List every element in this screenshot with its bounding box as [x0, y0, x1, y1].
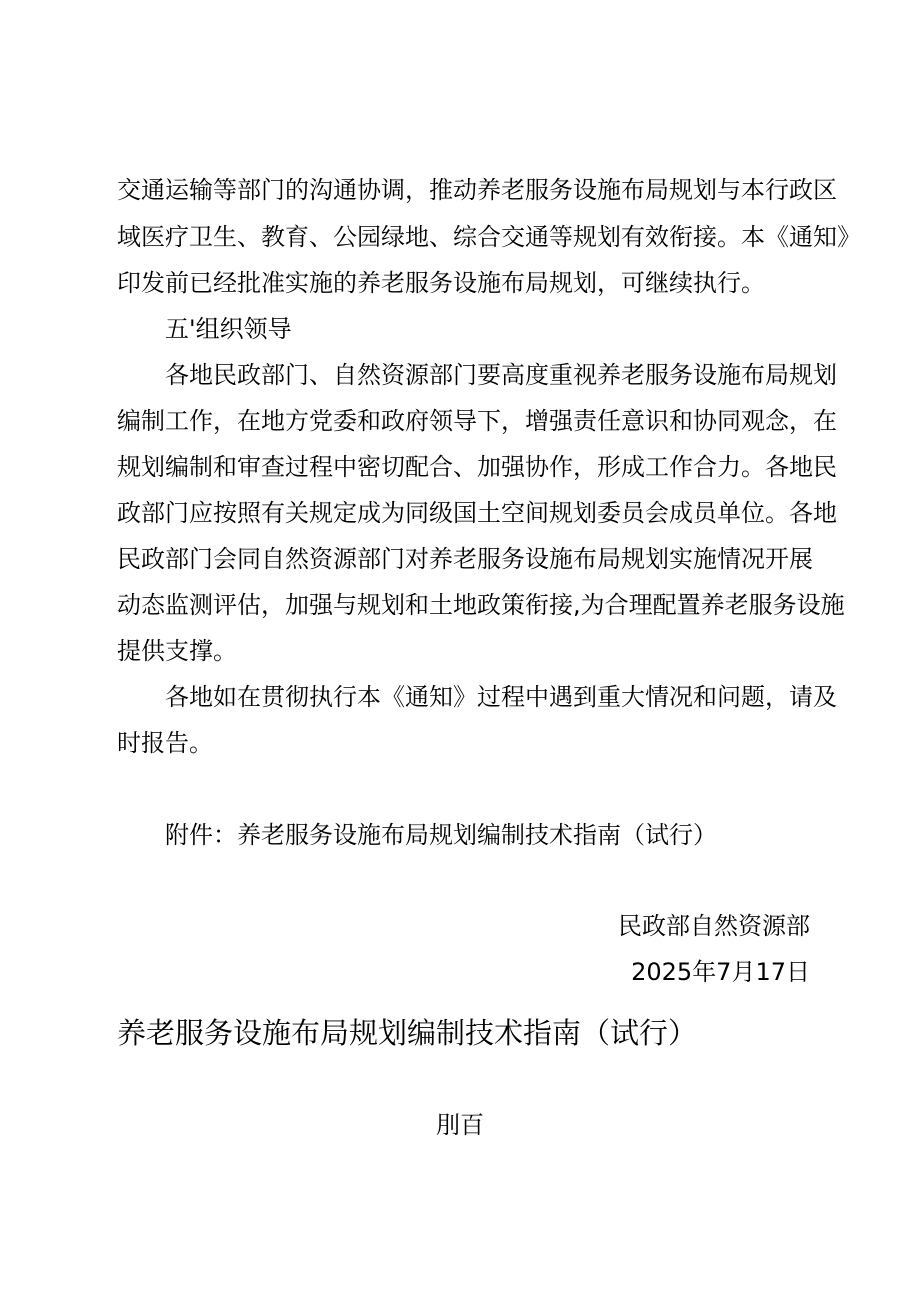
- paragraph-line: 政部门应按照有关规定成为同级国土空间规划委员会成员单位。各地: [117, 499, 837, 527]
- paragraph-line: 编制工作，在地方党委和政府领导下，增强责任意识和协同观念，在: [117, 407, 837, 435]
- paragraph-line: 各地民政部门、自然资源部门要高度重视养老服务设施布局规划: [165, 361, 837, 389]
- paragraph-line: 各地如在贯彻执行本《通知》过程中遇到重大情况和问题，请及: [165, 683, 837, 711]
- document-title: 养老服务设施布局规划编制技术指南（试行）: [117, 1016, 698, 1050]
- paragraph-line: 印发前已经批准实施的养老服务设施布局规划，可继续执行。: [117, 269, 765, 297]
- issuer-signature: 民政部自然资源部: [618, 912, 810, 940]
- section-heading: 五'组织领导: [165, 315, 292, 343]
- paragraph-line: 提供支撑。: [117, 637, 237, 665]
- paragraph-line: 动态监测评估，加强与规划和土地政策衔接,为合理配置养老服务设施: [117, 591, 845, 619]
- preface-heading: 刖百: [436, 1111, 484, 1139]
- paragraph-line: 民政部门会同自然资源部门对养老服务设施布局规划实施情况开展: [117, 545, 813, 573]
- paragraph-line: 时报告。: [117, 729, 213, 757]
- paragraph-line: 交通运输等部门的沟通协调，推动养老服务设施布局规划与本行政区: [117, 176, 837, 204]
- paragraph-line: 规划编制和审查过程中密切配合、加强协作，形成工作合力。各地民: [117, 453, 837, 481]
- issue-date: 2025年7月17日: [631, 958, 810, 986]
- attachment-line: 附件：养老服务设施布局规划编制技术指南（试行）: [165, 821, 717, 849]
- paragraph-line: 域医疗卫生、教育、公园绿地、综合交通等规划有效衔接。本《通知》: [117, 223, 861, 251]
